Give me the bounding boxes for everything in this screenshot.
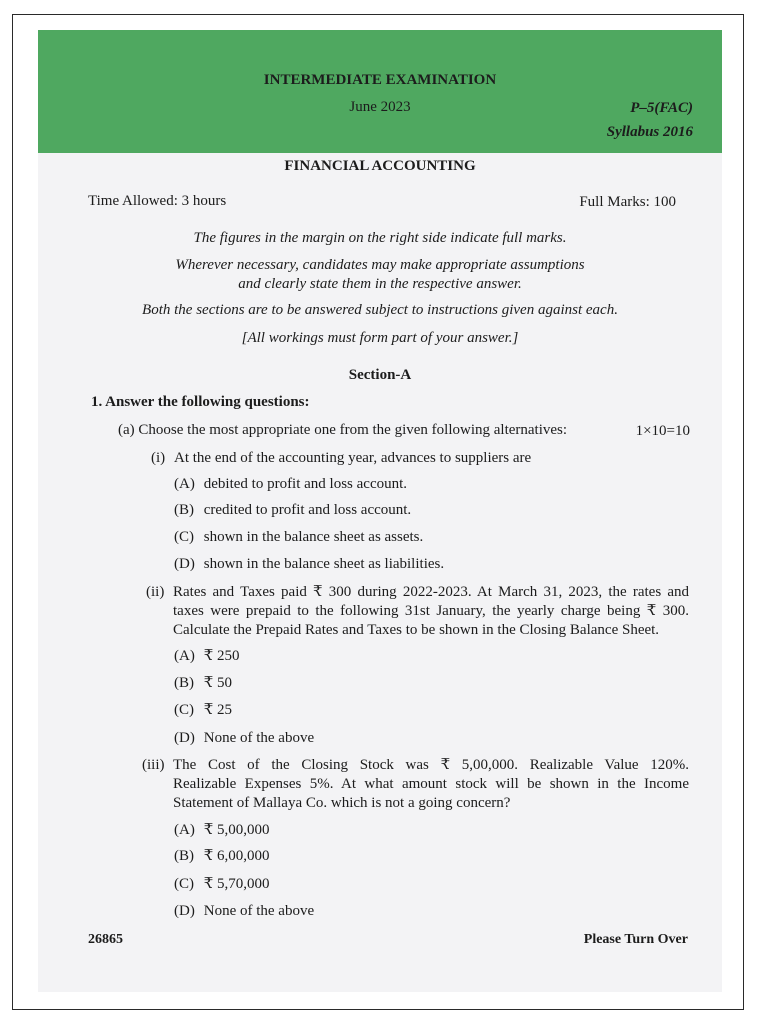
syllabus-label: Syllabus 2016 <box>606 124 693 140</box>
answer-option <box>174 902 314 920</box>
option-text: credited to profit and loss account. <box>203 502 412 518</box>
option-label: (A) <box>174 476 195 492</box>
question-heading: 1. Answer the following questions: <box>91 394 310 410</box>
question-text: taxes were prepaid to the following 31st January, the yearly charge being ₹ 300. <box>173 603 689 619</box>
answer-option <box>174 555 444 573</box>
question-text: The Cost of the Closing Stock was ₹ 5,00,000. Realizable Value 120%. <box>173 757 689 773</box>
instruction-line: Wherever necessary, candidates may make appropriate assumptions <box>175 257 585 273</box>
answer-option <box>174 821 270 839</box>
option-text: None of the above <box>203 730 315 746</box>
option-text: ₹ 25 <box>203 702 233 718</box>
question-number: (iii) <box>142 757 165 773</box>
paper-code: P–5(FAC) <box>630 100 693 116</box>
answer-option <box>174 501 411 519</box>
question-part-a: (a) Choose the most appropriate one from the given following alternatives: <box>118 422 568 438</box>
instruction-line: and clearly state them in the respective answer. <box>238 276 522 292</box>
question-text: Calculate the Prepaid Rates and Taxes to be shown in the Closing Balance Sheet. <box>173 622 660 638</box>
instruction-line: The figures in the margin on the right side indicate full marks. <box>193 230 567 246</box>
option-label: (B) <box>174 675 194 691</box>
option-label: (A) <box>174 648 195 664</box>
option-label: (C) <box>174 876 194 892</box>
option-label: (C) <box>174 702 194 718</box>
marks-allocation: 1×10=10 <box>635 423 690 439</box>
exam-session: June 2023 <box>349 99 411 115</box>
option-label: (C) <box>174 529 194 545</box>
option-label: (A) <box>174 822 195 838</box>
answer-option <box>174 647 240 665</box>
exam-title: INTERMEDIATE EXAMINATION <box>263 72 497 88</box>
option-text: ₹ 50 <box>203 675 233 691</box>
paper-serial-code: 26865 <box>88 932 123 947</box>
answer-option <box>174 674 232 692</box>
instruction-line: [All workings must form part of your answer.] <box>241 330 519 346</box>
question-text: Rates and Taxes paid ₹ 300 during 2022-2023. At March 31, 2023, the rates and <box>173 584 689 600</box>
answer-option <box>174 528 423 546</box>
paper-title: FINANCIAL ACCOUNTING <box>284 158 476 174</box>
option-label: (B) <box>174 502 194 518</box>
option-text: ₹ 6,00,000 <box>203 848 270 864</box>
answer-option <box>174 475 407 493</box>
question-text: At the end of the accounting year, advances to suppliers are <box>174 450 532 466</box>
option-text: shown in the balance sheet as assets. <box>203 529 424 545</box>
time-allowed: Time Allowed: 3 hours <box>88 193 227 209</box>
option-label: (D) <box>174 730 195 746</box>
answer-option <box>174 729 314 747</box>
section-title: Section-A <box>348 367 412 383</box>
option-text: ₹ 5,70,000 <box>203 876 270 892</box>
answer-option <box>174 701 232 719</box>
option-text: ₹ 250 <box>203 648 240 664</box>
option-label: (D) <box>174 556 195 572</box>
instruction-line: Both the sections are to be answered subject to instructions given against each. <box>142 302 618 318</box>
answer-option <box>174 847 270 865</box>
full-marks: Full Marks: 100 <box>579 194 676 210</box>
question-number: (ii) <box>146 584 165 600</box>
answer-option <box>174 875 270 893</box>
option-text: ₹ 5,00,000 <box>203 822 270 838</box>
option-text: shown in the balance sheet as liabilities. <box>203 556 445 572</box>
question-number: (i) <box>151 450 166 466</box>
option-label: (B) <box>174 848 194 864</box>
question-text: Statement of Mallaya Co. which is not a going concern? <box>173 795 511 811</box>
option-label: (D) <box>174 903 195 919</box>
option-text: debited to profit and loss account. <box>203 476 408 492</box>
question-text: Realizable Expenses 5%. At what amount stock will be shown in the Income <box>173 776 689 792</box>
please-turn-over: Please Turn Over <box>583 932 688 947</box>
option-text: None of the above <box>203 903 315 919</box>
